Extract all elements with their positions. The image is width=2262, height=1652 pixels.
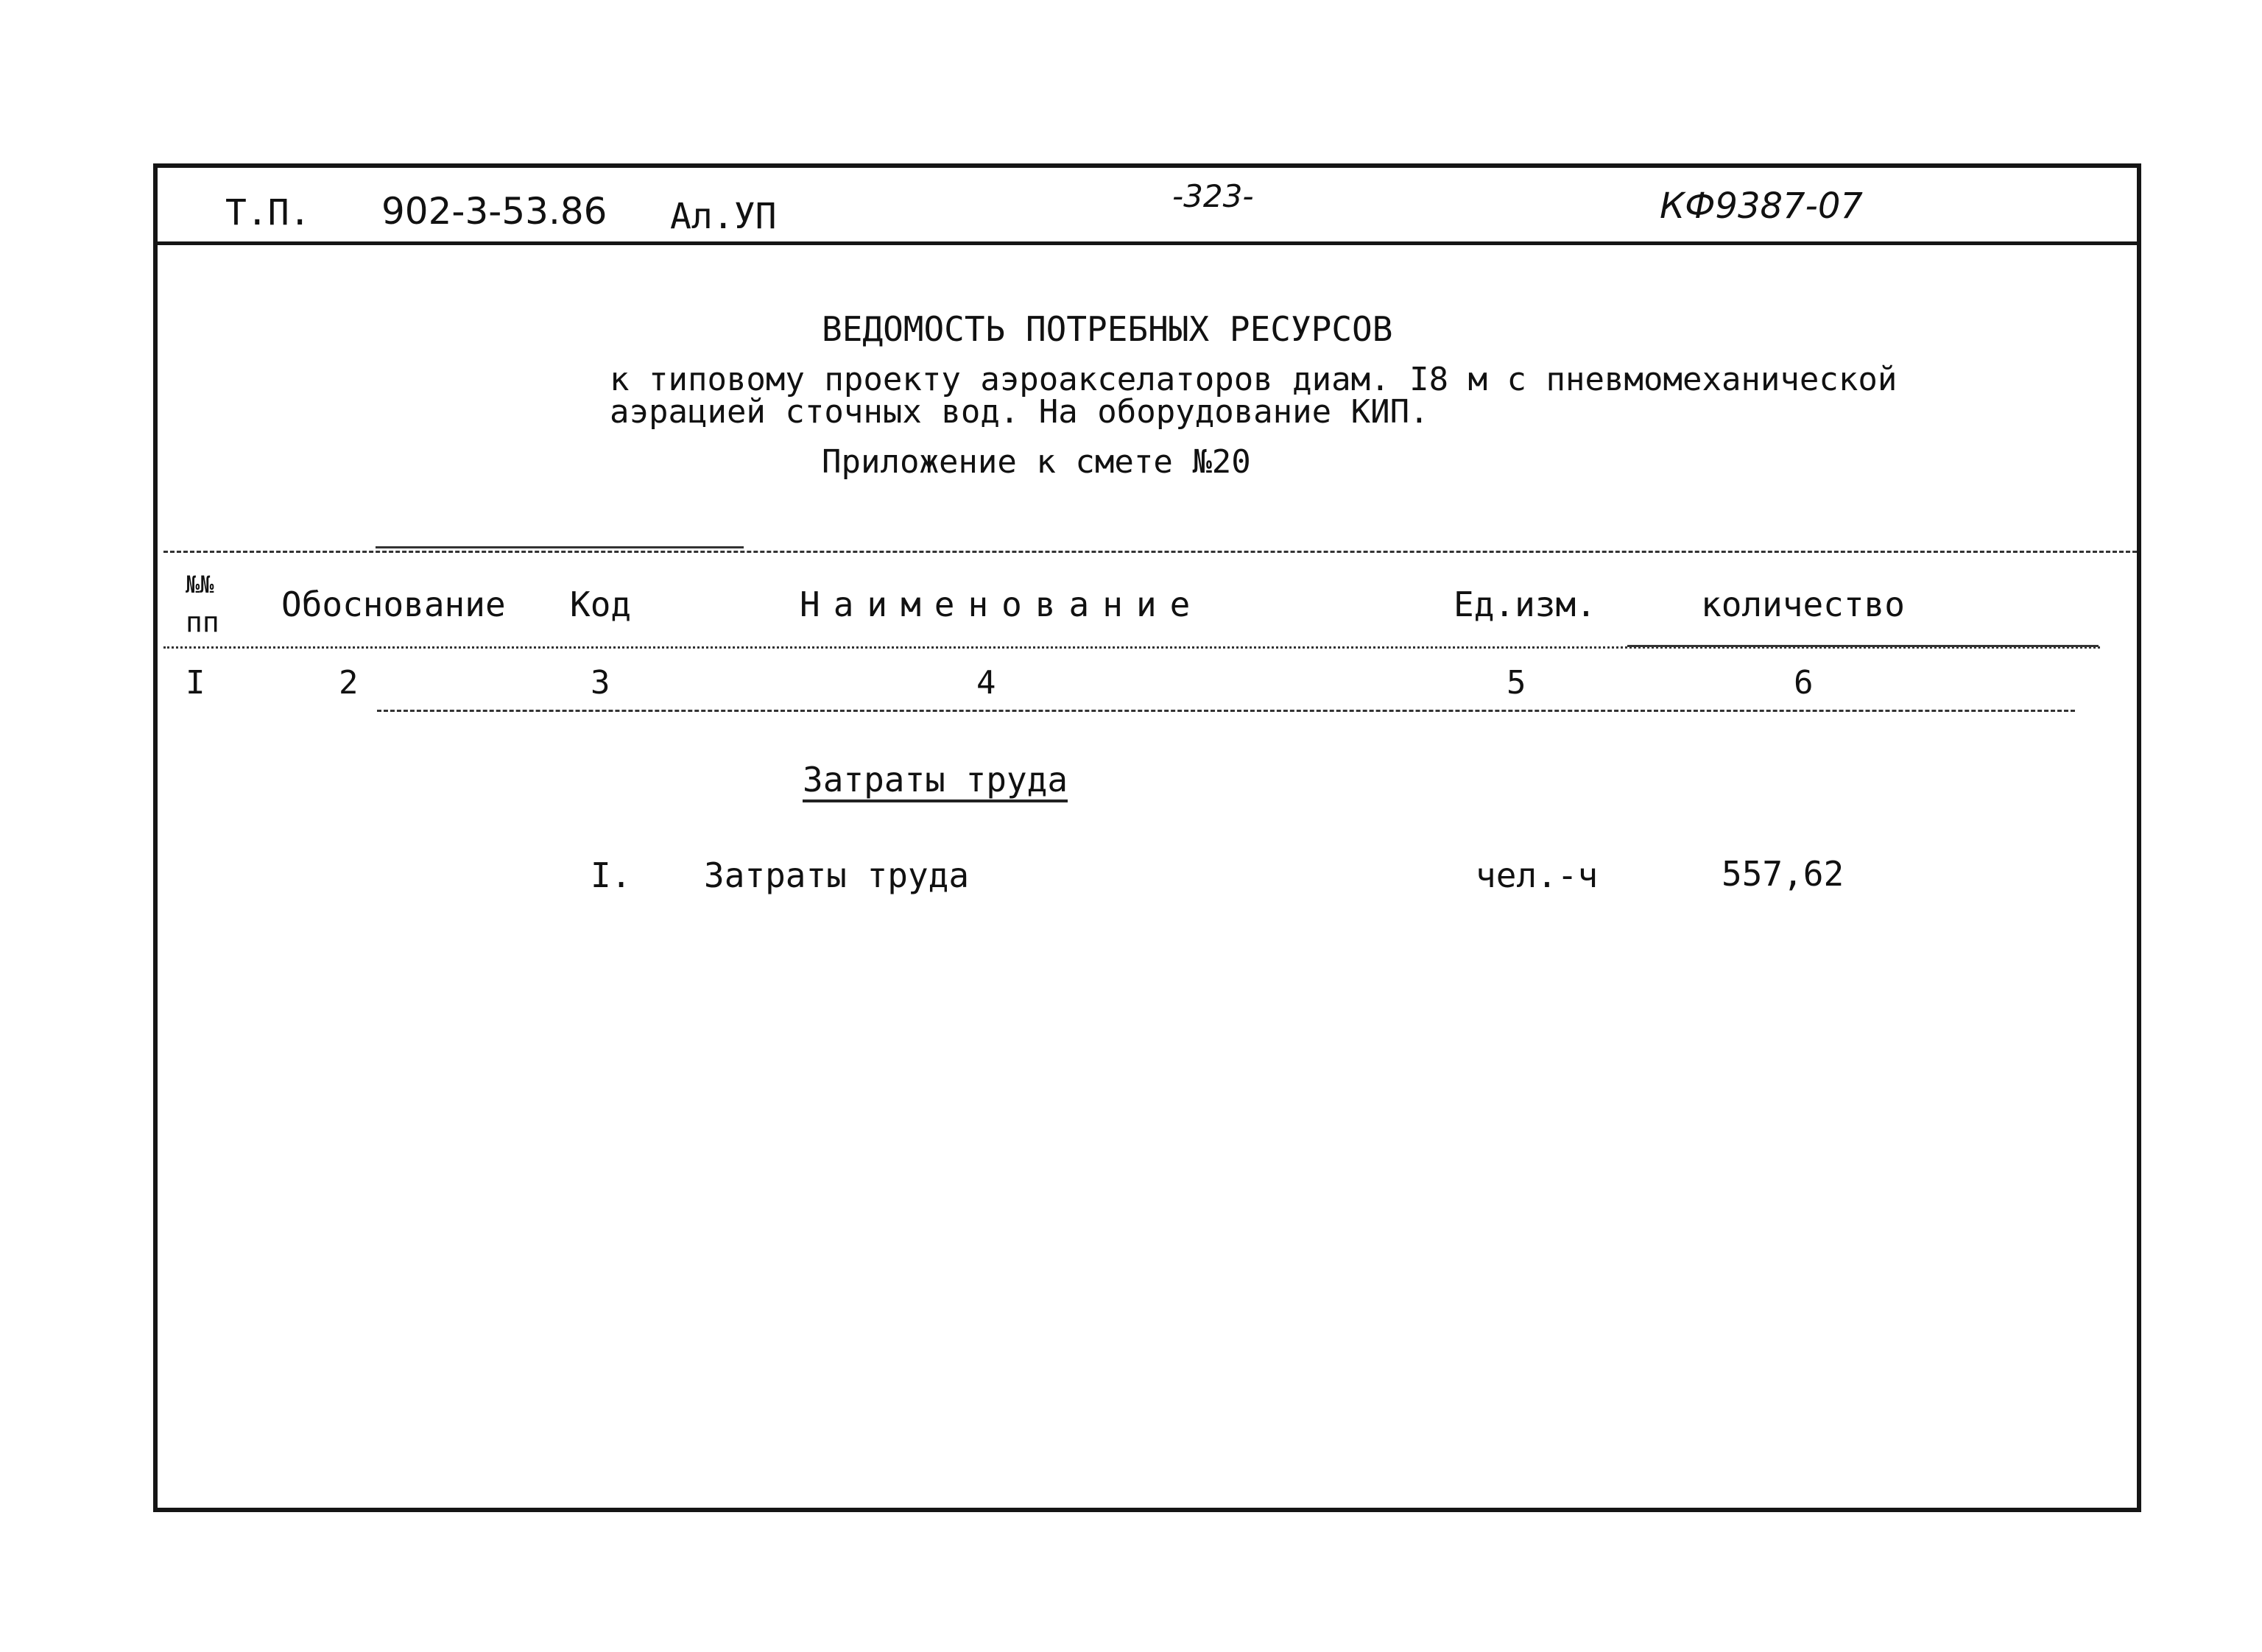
column-header-number-line1: №№: [186, 571, 214, 599]
column-number-2: 2: [339, 664, 359, 702]
section-title: Затраты труда: [803, 763, 1068, 802]
appendix-line: Приложение к смете №20: [822, 443, 1251, 481]
album-label: Ал.УП: [670, 196, 777, 237]
series-prefix: Т.П.: [225, 192, 311, 233]
subtitle-line-2: аэрацией сточных вод. На оборудование КИП.: [610, 393, 1429, 431]
table-top-rule-segment: [376, 546, 744, 548]
table-top-rule: [163, 551, 2137, 553]
project-number: 902-3-53.86: [381, 190, 607, 233]
column-header-quantity: количество: [1701, 585, 1905, 624]
row-unit: чел.-ч: [1476, 855, 1599, 895]
column-header-code: Код: [570, 585, 632, 624]
column-number-3: 3: [591, 664, 610, 702]
column-header-name: Наименование: [800, 585, 1204, 624]
stamp-code: КФ9387-07: [1660, 186, 1863, 227]
document-title: ВЕДОМОСТЬ ПОТРЕБНЫХ РЕСУРСОВ: [822, 309, 1393, 349]
column-number-1: I: [186, 664, 205, 702]
header-separator-segment: [1627, 645, 2099, 647]
column-header-number-line2: пп: [186, 606, 219, 638]
row-quantity: 557,62: [1722, 854, 1845, 894]
page-number: -323-: [1172, 178, 1254, 214]
row-name: Затраты труда: [704, 855, 970, 895]
header-divider: [153, 241, 2141, 245]
row-code: I.: [591, 855, 632, 895]
subtitle-line-1: к типовому проекту аэроакселаторов диам. I8 м с пневмомеханической: [610, 361, 1898, 398]
column-header-basis: Обоснование: [281, 585, 506, 624]
column-number-5: 5: [1507, 664, 1526, 702]
column-number-4: 4: [976, 664, 996, 702]
column-header-unit: Ед.изм.: [1454, 585, 1596, 624]
column-number-6: 6: [1794, 664, 1814, 702]
column-number-rule: [377, 710, 2075, 712]
